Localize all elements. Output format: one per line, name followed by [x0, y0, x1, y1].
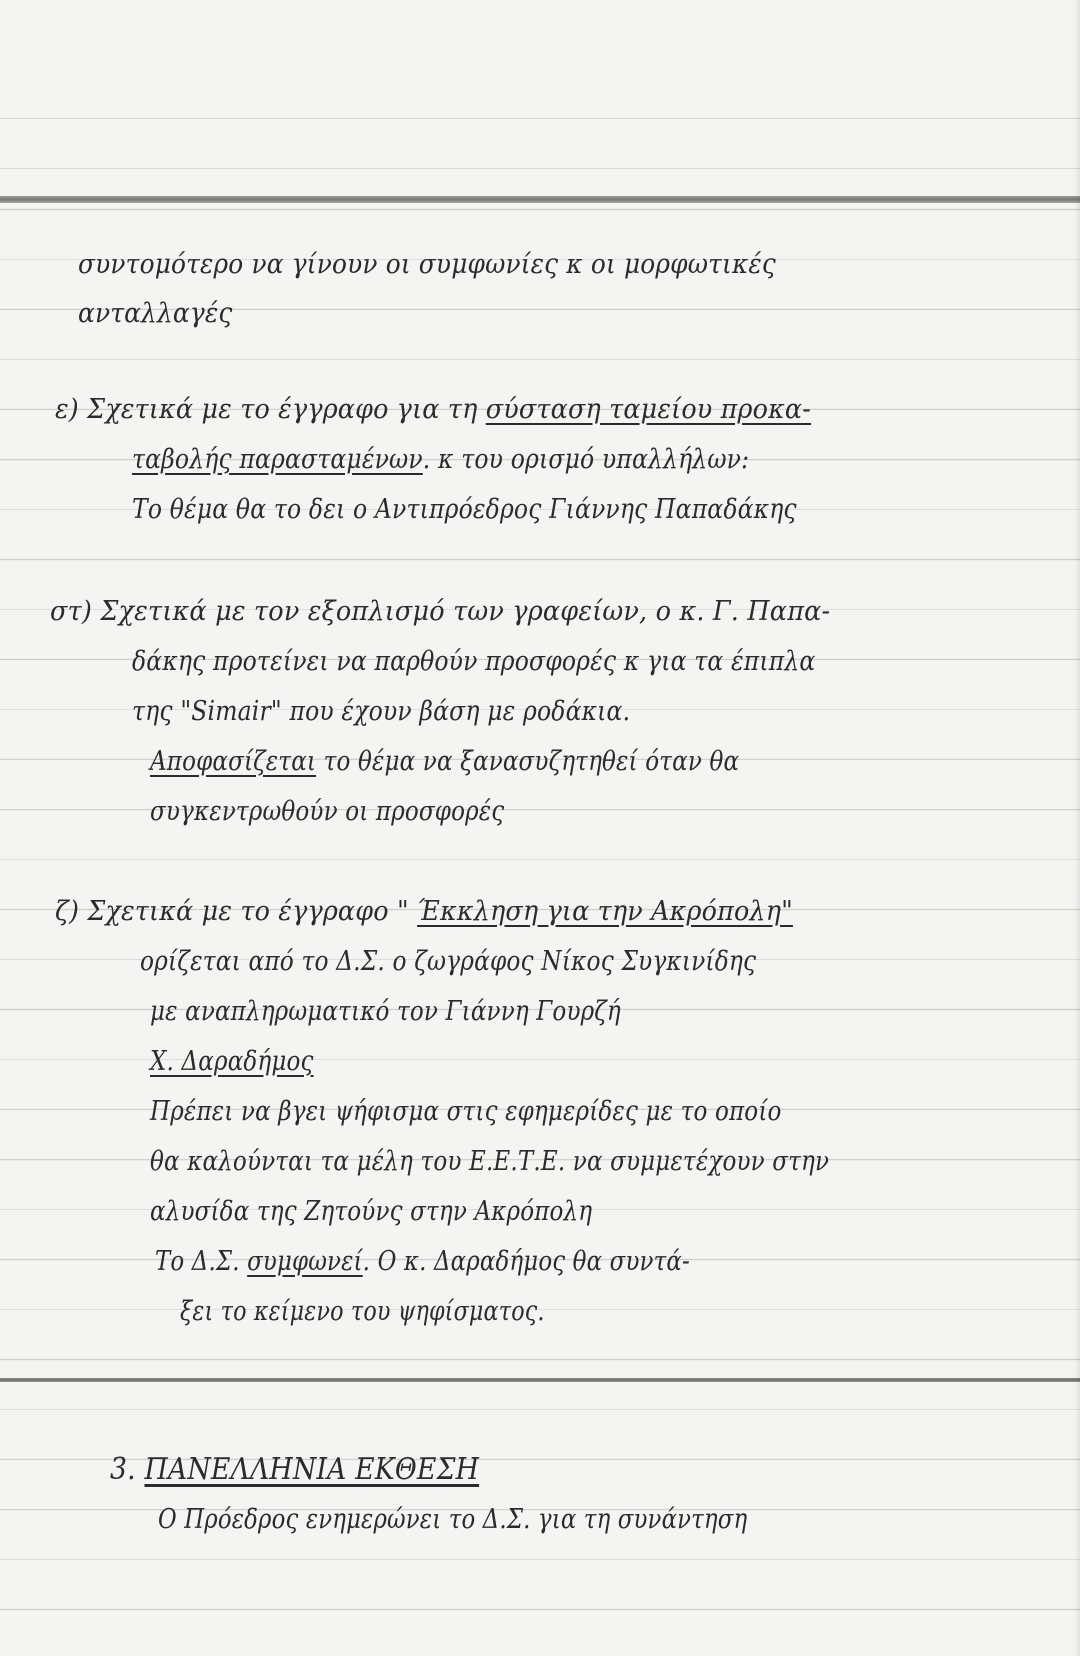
- page-edge-shadow: [1074, 0, 1080, 1656]
- line-text: ορίζεται από το Δ.Σ. ο ζωγράφος Νίκος Συγκινίδης: [140, 946, 757, 977]
- line-text: Ο Πρόεδρος ενημερώνει το Δ.Σ. για τη συνάντηση: [158, 1504, 748, 1535]
- text-line: [180, 1292, 1070, 1332]
- line-text: Σχετικά με τον εξοπλισμό των γραφείων, ο κ. Γ. Παπα-: [100, 596, 831, 627]
- item-label: ε): [55, 394, 79, 425]
- text-line: [150, 1042, 1070, 1082]
- text-line: [132, 440, 1071, 480]
- faint-ruled-line: [0, 168, 1080, 169]
- line-text: Πρέπει να βγει ψήφισμα στις εφημερίδες με το οποίο: [150, 1096, 782, 1127]
- text-line: [132, 490, 1071, 530]
- text-line: [150, 1092, 1070, 1132]
- line-text: Το θέμα θα το δει ο Αντιπρόεδρος Γιάννης Παπαδάκης: [132, 494, 797, 525]
- line-text: δάκης προτείνει να παρθούν προσφορές κ για τα έπιπλα: [132, 646, 816, 677]
- text-line: [150, 742, 1070, 782]
- underlined-text: Αποφασίζεται: [150, 746, 317, 777]
- line-text: αλυσίδα της Ζητούνς στην Ακρόπολη: [150, 1196, 593, 1227]
- text-line: [150, 992, 1070, 1032]
- item-label: στ): [50, 596, 93, 627]
- text-line: [150, 1142, 1070, 1182]
- text-line: [150, 792, 1070, 832]
- text-line: [78, 245, 1071, 285]
- line-text: συντομότερο να γίνουν οι συμφωνίες κ οι μορφωτικές: [78, 249, 776, 280]
- section-title: ΠΑΝΕΛΛΗΝΙΑ ΕΚΘΕΣΗ: [144, 1452, 480, 1487]
- header-rule: [0, 196, 1080, 203]
- item-label: ζ): [55, 896, 80, 927]
- text-line: [132, 692, 1071, 732]
- item-e-line: [55, 390, 1070, 430]
- text-line: [140, 942, 1070, 982]
- line-text: Σχετικά με το έγγραφο ": [87, 896, 418, 927]
- text-line: [155, 1242, 1070, 1282]
- text-line: [150, 1192, 1070, 1232]
- line-text: Σχετικά με το έγγραφο για τη: [87, 394, 486, 425]
- text-line: [78, 294, 1071, 334]
- line-text: θα καλούνται τα μέλη του Ε.Ε.Τ.Ε. να συμμετέχουν στην: [150, 1146, 830, 1177]
- item-z-line: [55, 892, 1070, 932]
- faint-ruled-line: [0, 118, 1080, 119]
- line-text: . κ του ορισμό υπαλλήλων:: [422, 444, 750, 475]
- line-text: ξει το κείμενο του ψηφίσματος.: [180, 1296, 545, 1327]
- item-st-line: [50, 592, 1070, 632]
- section-rule: [0, 1378, 1080, 1382]
- section-number: 3.: [110, 1452, 136, 1487]
- underlined-text: Έκκληση για την Ακρόπολη": [417, 896, 793, 927]
- line-text: με αναπληρωματικό τον Γιάννη Γουρζή: [150, 996, 621, 1027]
- section-3-heading: [110, 1450, 1070, 1490]
- line-text: της "Simair" που έχουν βάση με ροδάκια.: [132, 696, 631, 727]
- line-text: συγκεντρωθούν οι προσφορές: [150, 796, 505, 827]
- underlined-text: ταβολής παρασταμένων: [132, 444, 423, 475]
- line-text: Το Δ.Σ.: [155, 1246, 248, 1277]
- line-text: το θέμα να ξανασυζητηθεί όταν θα: [316, 746, 740, 777]
- line-text: . Ο κ. Δαραδήμος θα συντά-: [362, 1246, 690, 1277]
- underlined-text: Χ. Δαραδήμος: [150, 1046, 314, 1077]
- text-line: [132, 642, 1071, 682]
- line-text: ανταλλαγές: [78, 298, 233, 329]
- underlined-text: συμφωνεί: [247, 1246, 363, 1277]
- underlined-text: σύσταση ταμείου προκα-: [485, 394, 812, 425]
- text-line: [158, 1500, 1070, 1540]
